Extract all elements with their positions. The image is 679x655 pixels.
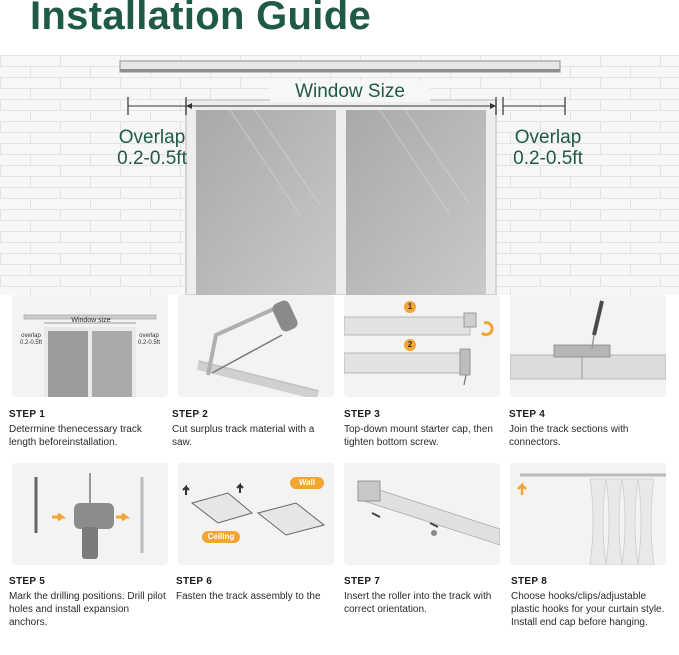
step6-image bbox=[178, 463, 334, 565]
step2-title: STEP 2 bbox=[172, 409, 209, 420]
step7-desc: Insert the roller into the track with correct orientation. bbox=[344, 591, 492, 615]
window-size-label: Window Size bbox=[270, 81, 430, 102]
step4-illustration bbox=[510, 295, 666, 397]
step5-desc: Mark the drilling positions. Drill pilot holes and install expansion anchors. bbox=[9, 591, 166, 628]
overlap-left-label: Overlap 0.2-0.5ft bbox=[117, 127, 187, 169]
step5-title: STEP 5 bbox=[9, 576, 46, 587]
step6-title: STEP 6 bbox=[176, 576, 213, 587]
step4-title: STEP 4 bbox=[509, 409, 546, 420]
step5-illustration bbox=[12, 463, 168, 565]
step8-desc: Choose hooks/clips/adjustable plastic hooks for your curtain style. Install end cap before hanging. bbox=[511, 591, 665, 628]
step3-image bbox=[344, 295, 500, 397]
step1-image bbox=[12, 295, 168, 397]
overlap-right-label: Overlap 0.2-0.5ft bbox=[513, 127, 583, 169]
step1-overlap-right-label: overlap 0.2-0.5ft bbox=[137, 333, 160, 346]
step5-image bbox=[12, 463, 168, 565]
step3-illustration bbox=[344, 295, 500, 397]
step4-image bbox=[510, 295, 666, 397]
step1-desc: Determine thenecessary track length beforeinstallation. bbox=[9, 424, 142, 448]
step3-badge-1: 1 bbox=[407, 302, 413, 311]
step8-illustration bbox=[510, 463, 666, 565]
step3-title: STEP 3 bbox=[344, 409, 381, 420]
step7-illustration bbox=[344, 463, 500, 565]
step2-illustration bbox=[178, 295, 334, 397]
step1-window-size-label: Window size bbox=[71, 317, 111, 324]
step7-image bbox=[344, 463, 500, 565]
step3-desc: Top-down mount starter cap, then tighten bottom screw. bbox=[344, 424, 493, 448]
step8-title: STEP 8 bbox=[511, 576, 548, 587]
step1-overlap-left-label: overlap 0.2-0.5ft bbox=[19, 333, 42, 346]
step7-title: STEP 7 bbox=[344, 576, 381, 587]
step8-image bbox=[510, 463, 666, 565]
step2-image bbox=[178, 295, 334, 397]
step1-title: STEP 1 bbox=[9, 409, 46, 420]
page-title: Installation Guide bbox=[30, 0, 371, 38]
step6-wall-label: Wall bbox=[298, 478, 316, 487]
step6-ceiling-label: Ceiling bbox=[207, 532, 235, 541]
step4-desc: Join the track sections with connectors. bbox=[509, 424, 629, 448]
step6-desc: Fasten the track assembly to the bbox=[176, 591, 321, 602]
hero-illustration bbox=[0, 55, 679, 295]
step2-desc: Cut surplus track material with a saw. bbox=[172, 424, 315, 448]
step3-badge-2: 2 bbox=[407, 340, 413, 349]
